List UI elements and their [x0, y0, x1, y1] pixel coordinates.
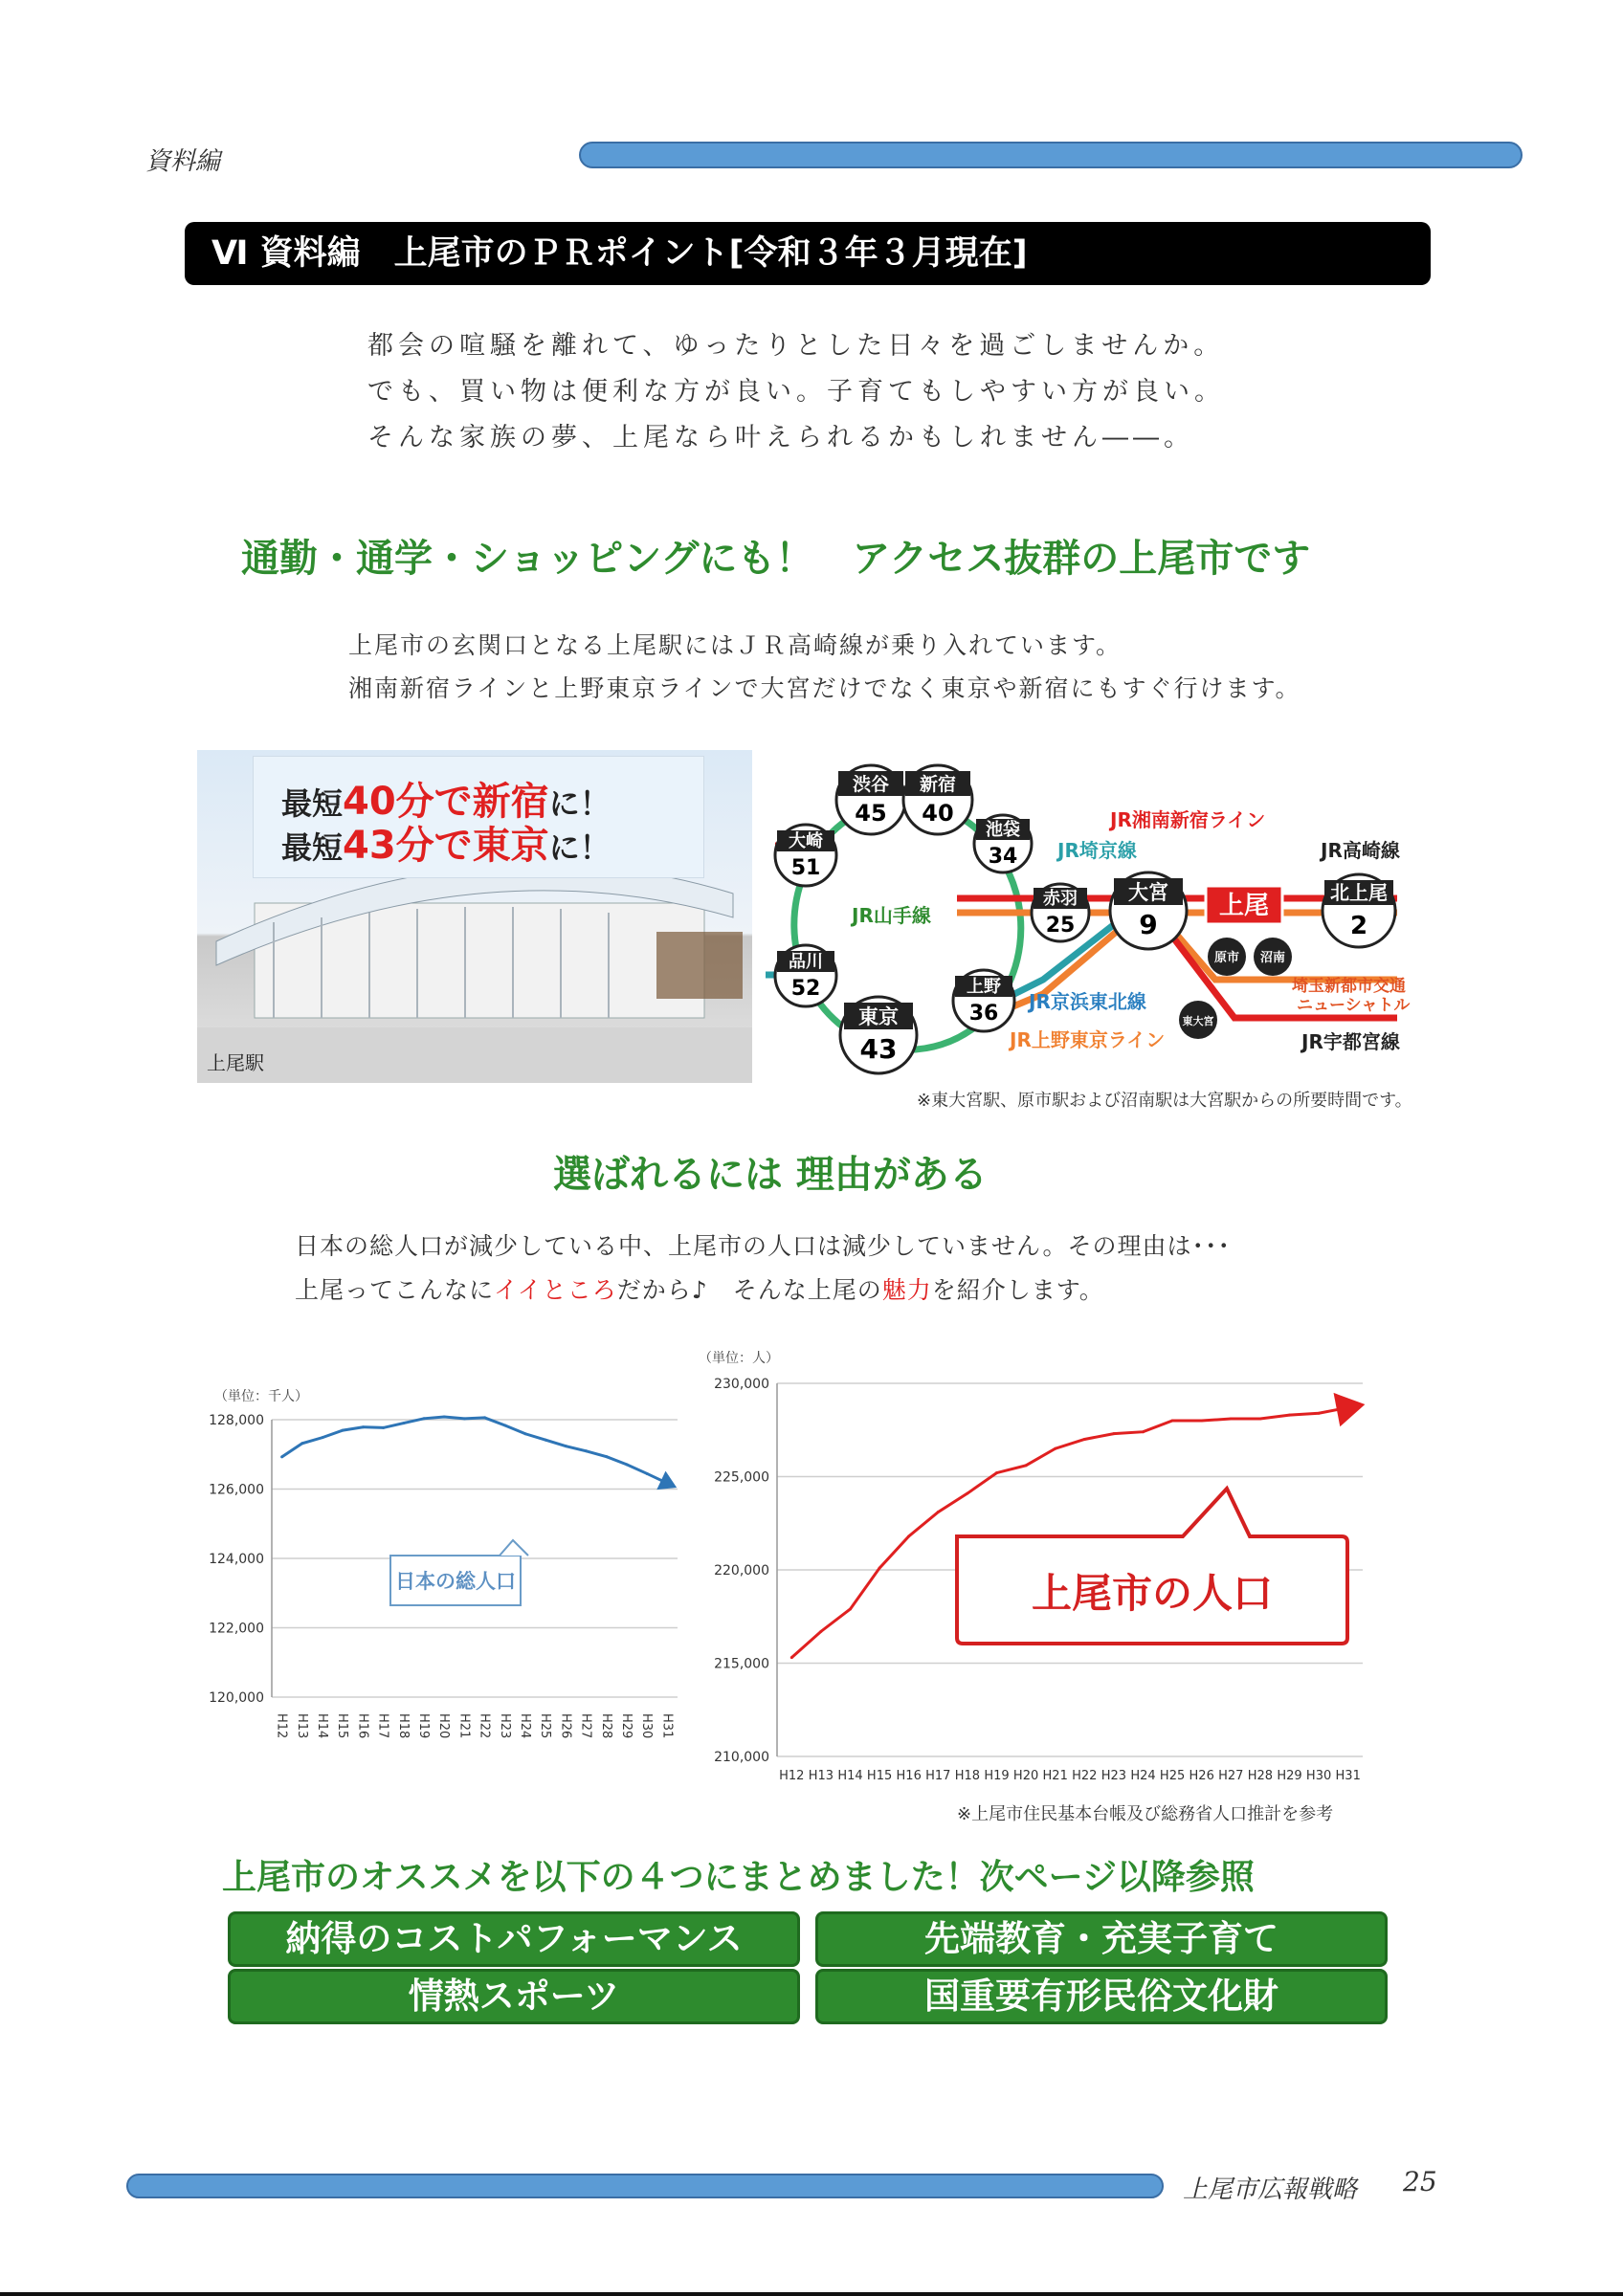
data-point	[1054, 1447, 1056, 1450]
shonan-label: JR湘南新宿ライン	[1110, 808, 1266, 831]
x-tick-label: H25	[538, 1713, 553, 1739]
x-tick-label: H26	[558, 1713, 573, 1739]
x-tick-label: H24	[518, 1713, 532, 1739]
station-name: 池袋	[986, 820, 1020, 840]
saikyo-label: JR埼京線	[1057, 839, 1137, 862]
data-point	[878, 1567, 881, 1570]
data-point	[1318, 1412, 1321, 1415]
x-tick-label: H22	[1072, 1769, 1098, 1783]
access-heading: 通勤・通学・ショッピングにも！ アクセス抜群の上尾市です	[241, 537, 1311, 581]
photo-caption: 上尾駅	[207, 1051, 264, 1074]
route-map	[756, 750, 1416, 1083]
x-tick-label: H25	[1159, 1769, 1186, 1783]
station-name: 赤羽	[1043, 889, 1078, 909]
station-minutes: 51	[790, 856, 821, 880]
page-title: Ⅵ 資料編 上尾市のＰＲポイント[令和３年３月現在]	[185, 222, 1431, 285]
station-name: 渋谷	[852, 774, 890, 795]
station-photo	[197, 750, 752, 1083]
x-tick-label: H21	[456, 1713, 472, 1739]
y-tick-label: 215,000	[714, 1656, 769, 1672]
data-point	[524, 1432, 527, 1435]
y-tick-label: 128,000	[209, 1413, 264, 1428]
x-tick-label: H31	[1335, 1769, 1361, 1783]
station-name: 大宮	[1128, 881, 1168, 904]
shuttle-label-1: 埼玉新都市交通	[1292, 977, 1406, 996]
data-point	[463, 1417, 466, 1420]
data-point	[605, 1455, 608, 1458]
data-point	[849, 1607, 852, 1610]
data-point	[503, 1424, 506, 1427]
station-name: 北上尾	[1330, 881, 1388, 904]
reason-text	[295, 1225, 1231, 1313]
x-tick-label: H30	[639, 1713, 655, 1739]
footer-bar	[126, 2174, 1164, 2198]
x-tick-label: H15	[866, 1769, 893, 1783]
desc-line: 湘南新宿ラインと上野東京ラインで大宮だけでなく東京や新宿にもすぐ行けます。	[348, 674, 1301, 702]
data-point	[995, 1471, 998, 1474]
intro-line: 都会の喧騒を離れて、ゆったりとした日々を過ごしませんか。	[367, 331, 1225, 361]
data-point	[646, 1472, 649, 1475]
footer-label: 上尾市広報戦略	[1183, 2175, 1358, 2204]
recommend-sports-button[interactable]: 情熱スポーツ	[228, 1969, 800, 2024]
data-point	[565, 1445, 567, 1447]
chart2-y-ticks	[714, 1377, 769, 1765]
y-tick-label: 120,000	[209, 1690, 264, 1706]
station-minutes: 25	[1045, 914, 1076, 938]
yamanote-label: JR山手線	[852, 904, 931, 927]
data-point	[1230, 1418, 1233, 1421]
data-point	[907, 1534, 910, 1537]
station-minutes: 45	[855, 800, 887, 827]
x-tick-label: H24	[1130, 1769, 1156, 1783]
data-point	[483, 1416, 486, 1419]
data-point	[626, 1463, 629, 1466]
station-name: 上野	[967, 977, 1001, 997]
recommend-cost-performance-button[interactable]: 納得のコストパフォーマンス	[228, 1911, 800, 1967]
chart2-source: ※上尾市住民基本台帳及び総務省人口推計を参考	[957, 1804, 1334, 1824]
recommend-cultural-property-button[interactable]: 国重要有形民俗文化財	[815, 1969, 1388, 2024]
x-tick-label: H20	[1012, 1769, 1039, 1783]
data-point	[1025, 1464, 1028, 1467]
header-bar	[579, 142, 1523, 168]
y-tick-label: 122,000	[209, 1621, 264, 1637]
data-point	[1083, 1438, 1086, 1441]
chart2-callout	[957, 1489, 1347, 1644]
ageo-station-marker	[1206, 886, 1282, 924]
station-name: 新宿	[919, 774, 957, 795]
y-tick-label: 220,000	[714, 1563, 769, 1578]
x-tick-label: H17	[925, 1769, 951, 1783]
chart1-callout	[390, 1540, 528, 1605]
x-tick-label: H12	[779, 1769, 805, 1783]
reason-heading: 選ばれるには 理由がある	[553, 1153, 988, 1197]
x-tick-label: H22	[477, 1713, 492, 1739]
station-name: 大崎	[789, 831, 823, 851]
x-tick-label: H23	[497, 1713, 512, 1739]
ageo-population-chart	[695, 1347, 1384, 1797]
data-point	[937, 1511, 940, 1513]
recommend-heading: 上尾市のオススメを以下の４つにまとめました！次ページ以降参照	[222, 1858, 1255, 1897]
section-label: 資料編	[145, 147, 221, 176]
data-point	[1288, 1414, 1291, 1417]
access-description	[348, 624, 1301, 710]
japan-population-chart	[178, 1385, 685, 1749]
chart2-x-ticks	[779, 1769, 1361, 1783]
intro-text	[367, 323, 1225, 461]
x-tick-label: H31	[659, 1713, 675, 1739]
x-tick-label: H28	[598, 1713, 613, 1739]
series-line	[282, 1417, 668, 1483]
x-tick-label: H14	[837, 1769, 863, 1783]
x-tick-label: H13	[294, 1713, 309, 1739]
ageo-label: 上尾	[1218, 892, 1270, 920]
station-minutes: 9	[1139, 909, 1158, 940]
x-tick-label: H15	[335, 1713, 350, 1739]
x-tick-label: H13	[808, 1769, 834, 1783]
x-tick-label: H30	[1305, 1769, 1332, 1783]
data-point	[342, 1429, 345, 1432]
data-point	[322, 1436, 324, 1439]
data-point	[1171, 1420, 1174, 1423]
data-point	[790, 1656, 793, 1659]
data-point	[1112, 1432, 1115, 1435]
trend-arrow-icon	[1334, 1393, 1366, 1426]
data-point	[280, 1455, 283, 1458]
y-tick-label: 126,000	[209, 1482, 264, 1498]
x-tick-label: H20	[436, 1713, 452, 1739]
map-note: ※東大宮駅、原市駅および沼南駅は大宮駅からの所要時間です。	[917, 1091, 1412, 1111]
x-tick-label: H23	[1101, 1769, 1127, 1783]
y-tick-label: 230,000	[714, 1377, 769, 1392]
data-point	[402, 1422, 405, 1424]
data-point	[1200, 1420, 1203, 1423]
catch-tokyo: 最短43分で東京に！	[281, 824, 611, 868]
bottom-border	[0, 2292, 1623, 2296]
takasaki-label: JR高崎線	[1321, 839, 1400, 862]
chart1-callout-text: 日本の総人口	[395, 1570, 516, 1593]
small-station-name: 沼南	[1259, 951, 1286, 965]
data-point	[423, 1417, 426, 1420]
data-point	[819, 1630, 822, 1633]
data-point	[382, 1426, 385, 1429]
catch-shinjuku: 最短40分で新宿に！	[281, 780, 611, 824]
y-tick-label: 225,000	[714, 1469, 769, 1486]
reason-line: 上尾ってこんなにイイところだから♪ そんな上尾の魅力を紹介します。	[295, 1276, 1104, 1304]
station-minutes: 36	[968, 1002, 999, 1026]
chart2-unit: （単位：人）	[699, 1351, 779, 1366]
data-point	[545, 1439, 547, 1442]
x-tick-label: H12	[274, 1713, 289, 1739]
reason-line: 日本の総人口が減少している中、上尾市の人口は減少していません。その理由は･･･	[295, 1232, 1232, 1260]
shuttle-label-2: ニューシャトル	[1297, 996, 1411, 1015]
x-tick-label: H18	[395, 1713, 411, 1739]
desc-line: 上尾市の玄関口となる上尾駅にはＪＲ高崎線が乗り入れています。	[348, 631, 1123, 659]
x-tick-label: H26	[1189, 1769, 1214, 1783]
x-tick-label: H19	[416, 1713, 431, 1739]
page-number: 25	[1403, 2166, 1437, 2197]
x-tick-label: H29	[619, 1713, 634, 1739]
chart1-x-ticks	[275, 1713, 675, 1738]
intro-line: でも、買い物は便利な方が良い。子育てもしやすい方が良い。	[367, 377, 1225, 407]
x-tick-label: H21	[1042, 1769, 1068, 1783]
x-tick-label: H27	[1218, 1769, 1244, 1783]
x-tick-label: H29	[1277, 1769, 1302, 1783]
intro-line: そんな家族の夢、上尾なら叶えられるかもしれません――。	[367, 423, 1194, 453]
station-minutes: 52	[790, 977, 821, 1001]
keihin-label: JR京浜東北線	[1029, 990, 1146, 1013]
x-tick-label: H28	[1247, 1769, 1274, 1783]
data-point	[443, 1415, 446, 1418]
station-minutes: 40	[922, 800, 954, 827]
x-tick-label: H14	[315, 1713, 329, 1739]
data-point	[966, 1492, 968, 1495]
x-tick-label: H16	[896, 1769, 922, 1783]
station-name: 品川	[789, 952, 823, 972]
x-tick-label: H27	[578, 1713, 593, 1739]
ueno-tokyo-label: JR上野東京ライン	[1010, 1028, 1166, 1051]
utsunomiya-label: JR宇都宮線	[1301, 1030, 1400, 1053]
small-station-name: 原市	[1213, 951, 1240, 965]
data-point	[362, 1425, 365, 1428]
recommend-education-button[interactable]: 先端教育・充実子育て	[815, 1911, 1388, 1967]
x-tick-label: H18	[954, 1769, 981, 1783]
chart1-unit: （単位：千人）	[214, 1389, 308, 1404]
chart1-series	[280, 1415, 677, 1490]
station-minutes: 34	[988, 845, 1018, 869]
chart2-callout-text: 上尾市の人口	[1031, 1570, 1274, 1617]
chart1-y-ticks	[209, 1413, 264, 1706]
x-tick-label: H17	[375, 1713, 390, 1739]
x-tick-label: H19	[984, 1769, 1010, 1783]
data-point	[300, 1442, 303, 1445]
station-name: 東京	[858, 1005, 899, 1028]
data-point	[1142, 1430, 1145, 1433]
x-tick-label: H16	[355, 1713, 370, 1739]
station-minutes: 2	[1349, 912, 1368, 940]
data-point	[585, 1449, 588, 1452]
y-tick-label: 210,000	[714, 1750, 769, 1765]
small-station-name: 東大宮	[1182, 1015, 1214, 1027]
data-point	[1258, 1418, 1261, 1421]
y-tick-label: 124,000	[209, 1552, 264, 1567]
station-minutes: 43	[859, 1033, 898, 1065]
